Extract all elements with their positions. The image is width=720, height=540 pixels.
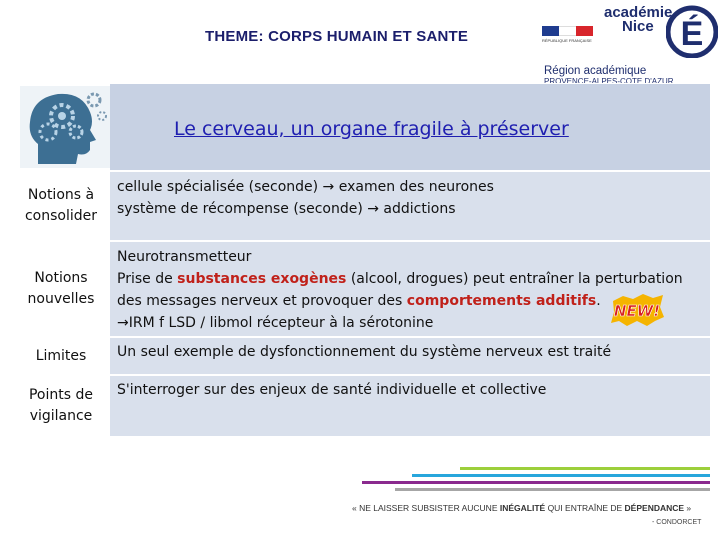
condorcet-quote: « NE LAISSER SUBSISTER AUCUNE INÉGALITÉ QUI ENTRAÎNE DE DÉPENDANCE » bbox=[352, 503, 692, 513]
label-points-vigilance: Points de vigilance bbox=[14, 376, 108, 436]
footer-stripe-blue bbox=[412, 474, 710, 477]
label-notions-nouvelles: Notions nouvelles bbox=[14, 242, 108, 336]
content-points-vigilance: S'interroger sur des enjeux de santé individuelle et collective bbox=[110, 376, 710, 436]
consolider-line-2: système de récompense (seconde) → addictions bbox=[117, 201, 456, 217]
arrow-right-icon: → bbox=[367, 201, 379, 217]
brain-image-cell bbox=[14, 84, 108, 170]
consolider-line-1: cellule spécialisée (seconde) → examen des neurones bbox=[117, 179, 494, 195]
quote-author: - CONDORCET bbox=[652, 519, 702, 526]
footer-stripe-grey bbox=[395, 488, 710, 491]
nouvelles-line-1: Neurotransmetteur bbox=[117, 249, 252, 265]
academie-word: académie bbox=[604, 4, 673, 21]
content-table bbox=[14, 84, 710, 438]
label-notions-consolider: Notions à consolider bbox=[14, 172, 108, 240]
nouvelles-line-3: des messages nerveux et provoquer des comportements additifs. bbox=[117, 293, 601, 309]
arrow-right-icon: → bbox=[117, 315, 129, 331]
label-limites: Limites bbox=[14, 338, 108, 374]
theme-heading: THEME: CORPS HUMAIN ET SANTE bbox=[205, 28, 469, 45]
education-e-logo-icon bbox=[666, 2, 718, 58]
brain-gears-image bbox=[20, 86, 110, 168]
slide-title: Le cerveau, un organe fragile à préserver bbox=[174, 118, 569, 140]
content-limites: Un seul exemple de dysfonctionnement du système nerveux est traité bbox=[110, 338, 710, 374]
nice-word: Nice bbox=[622, 18, 654, 35]
svg-text:É: É bbox=[680, 15, 704, 53]
new-badge-icon bbox=[609, 293, 665, 327]
nouvelles-line-4: →IRM f LSD / libmol récepteur à la sérotonine bbox=[117, 315, 434, 331]
region-academique-label: Région académique bbox=[544, 65, 647, 77]
region-name-label: PROVENCE-ALPES-CÔTE D'AZUR bbox=[544, 78, 674, 83]
content-notions-consolider bbox=[110, 172, 710, 240]
republique-francaise-label: RÉPUBLIQUE FRANÇAISE bbox=[542, 38, 592, 43]
nouvelles-line-2: Prise de substances exogènes (alcool, drogues) peut entraîner la perturbation bbox=[117, 271, 683, 287]
new-badge-text: NEW! bbox=[613, 302, 661, 320]
title-cell bbox=[110, 84, 710, 170]
footer-stripe-green bbox=[460, 467, 710, 470]
footer-stripe-purple bbox=[362, 481, 710, 484]
arrow-right-icon: → bbox=[322, 179, 335, 195]
academie-nice-logo bbox=[538, 2, 720, 83]
academie-label bbox=[604, 6, 672, 34]
